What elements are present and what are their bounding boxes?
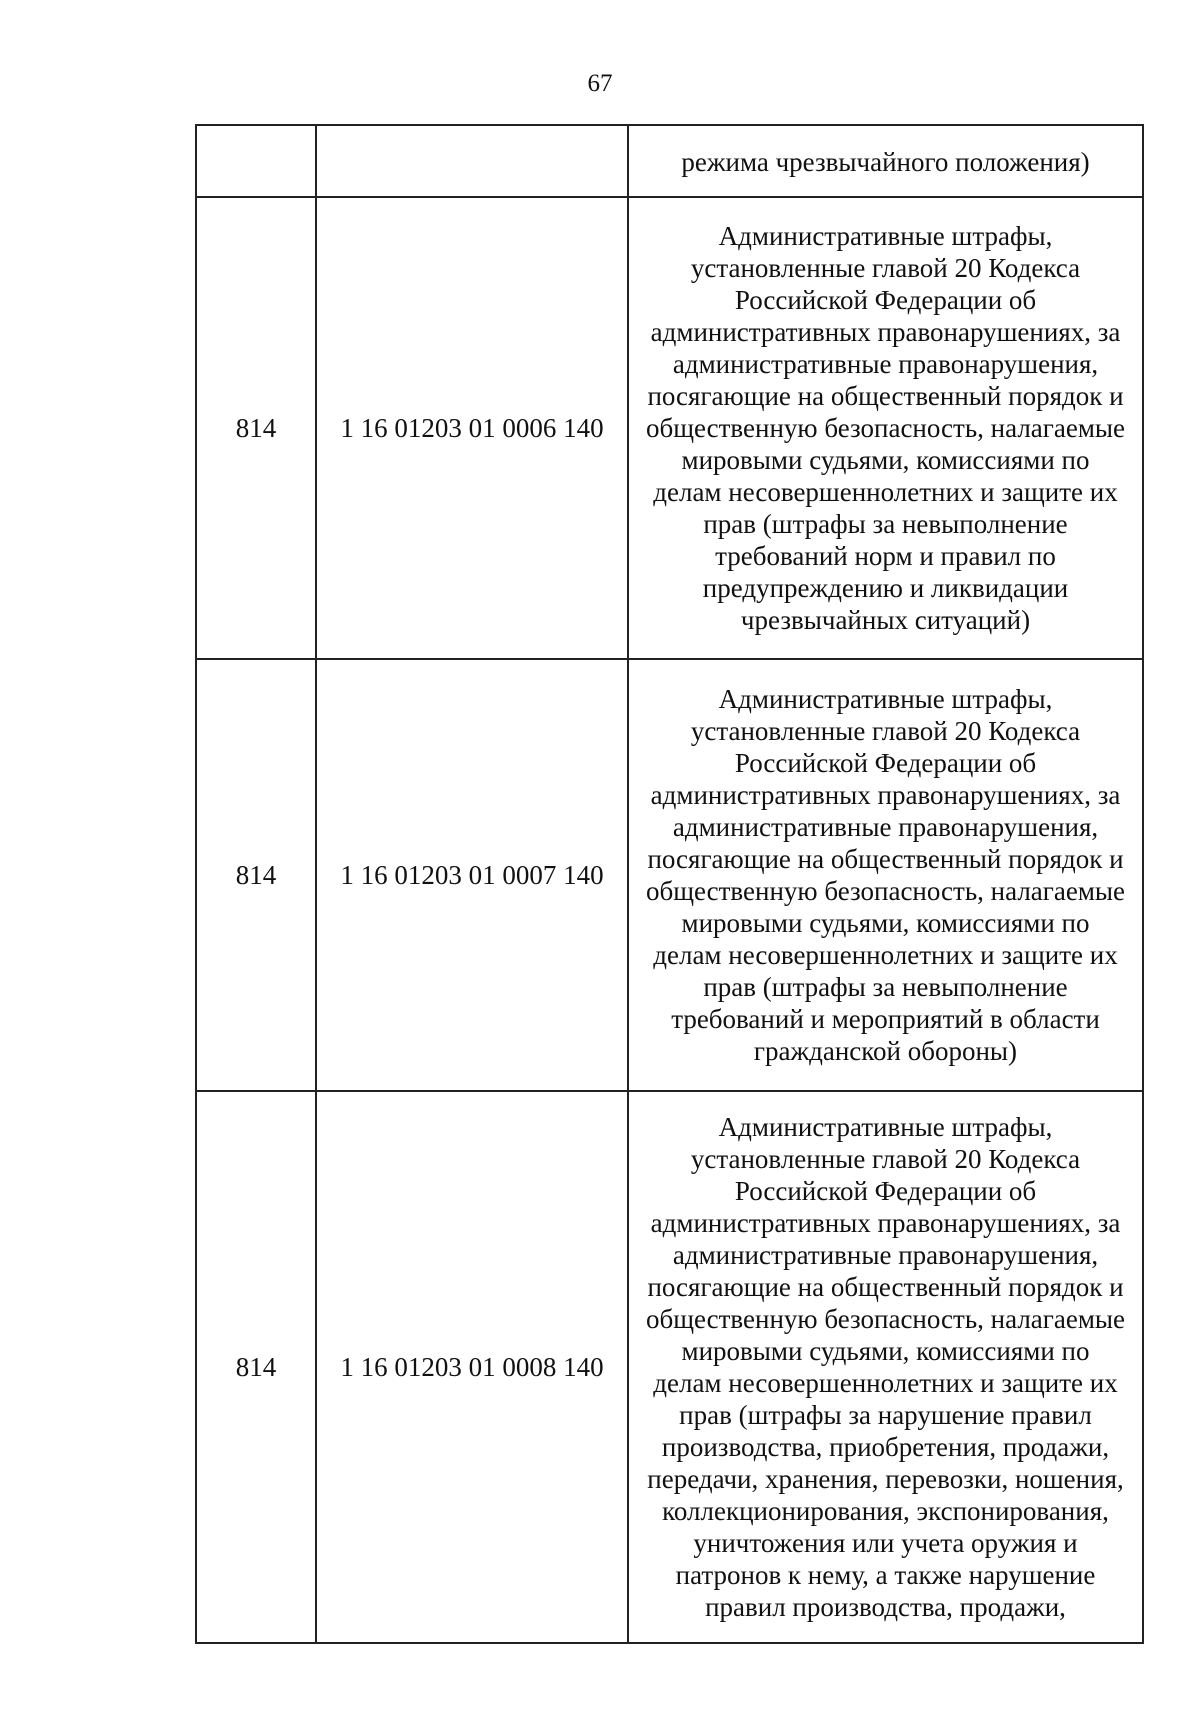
table-row-continuation: [196, 125, 1143, 197]
budget-code-cell: 1 16 01203 01 0006 140: [316, 197, 628, 659]
admin-code-cell: 814: [196, 659, 316, 1091]
budget-code-cell: [316, 125, 628, 197]
table-row: [196, 197, 1143, 659]
budget-classification-table: [195, 124, 1144, 1644]
admin-code-cell: 814: [196, 1091, 316, 1643]
table-row: [196, 659, 1143, 1091]
budget-code-cell: 1 16 01203 01 0008 140: [316, 1091, 628, 1643]
table-row: [196, 1091, 1143, 1643]
description-cell: режима чрезвычайного положения): [628, 125, 1143, 197]
budget-code-cell: 1 16 01203 01 0007 140: [316, 659, 628, 1091]
description-cell: Административные штрафы, установленные главой 20 Кодекса Российской Федерации об административных правонарушениях, за административные правонарушения, посягающие на общественный порядок и общественную безопасность, налагаемые мировыми судьями, комиссиями по делам несовершеннолетних и защите их прав (штрафы за невыполнение требований и мероприятий в области гражданской обороны): [628, 659, 1143, 1091]
page-number: 67: [587, 70, 613, 97]
admin-code-cell: 814: [196, 197, 316, 659]
admin-code-cell: [196, 125, 316, 197]
description-cell: Административные штрафы, установленные главой 20 Кодекса Российской Федерации об административных правонарушениях, за административные правонарушения, посягающие на общественный порядок и общественную безопасность, налагаемые мировыми судьями, комиссиями по делам несовершеннолетних и защите их прав (штрафы за невыполнение требований норм и правил по предупреждению и ликвидации чрезвычайных ситуаций): [628, 197, 1143, 659]
description-cell: Административные штрафы, установленные главой 20 Кодекса Российской Федерации об административных правонарушениях, за административные правонарушения, посягающие на общественный порядок и общественную безопасность, налагаемые мировыми судьями, комиссиями по делам несовершеннолетних и защите их прав (штрафы за нарушение правил производства, приобретения, продажи, передачи, хранения, перевозки, ношения, коллекционирования, экспонирования, уничтожения или учета оружия и патронов к нему, а также нарушение правил производства, продажи,: [628, 1091, 1143, 1643]
